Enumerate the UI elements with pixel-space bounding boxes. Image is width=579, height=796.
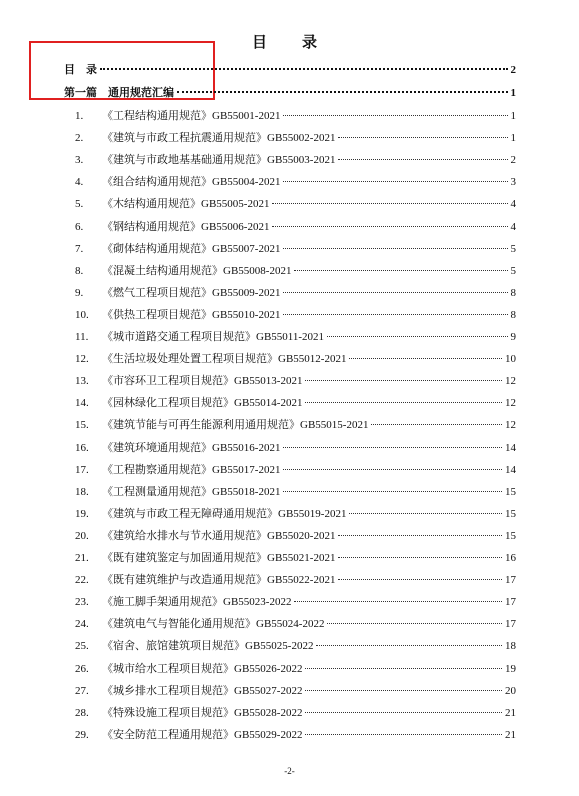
toc-page: 1	[510, 87, 516, 99]
toc-entry-number: 20.	[75, 529, 89, 542]
dot-leader	[177, 91, 508, 93]
toc-entry-title: 《建筑与市政地基基础通用规范》GB55003-2021	[102, 154, 336, 167]
dot-leader	[305, 380, 502, 381]
toc-entry[interactable]	[75, 220, 516, 234]
toc-entry-page: 14	[505, 463, 516, 476]
toc-entry-number: 4.	[75, 176, 84, 189]
toc-entry-title: 《城乡排水工程项目规范》GB55027-2022	[102, 684, 303, 697]
toc-entry-title: 《生活垃圾处理处置工程项目规范》GB55012-2021	[102, 353, 347, 366]
toc-row-contents[interactable]	[64, 63, 516, 77]
toc-entry-title: 《市容环卫工程项目规范》GB55013-2021	[102, 375, 303, 388]
toc-entry-title: 《工程勘察通用规范》GB55017-2021	[102, 463, 281, 476]
toc-entry-title: 《组合结构通用规范》GB55004-2021	[102, 176, 281, 189]
toc-entry-title: 《城市道路交通工程项目规范》GB55011-2021	[102, 331, 325, 343]
toc-entry-page: 14	[505, 441, 516, 454]
toc-entry[interactable]	[75, 396, 516, 410]
toc-entry-page: 8	[510, 286, 516, 299]
toc-entry-page: 17	[505, 618, 516, 631]
toc-entry-page: 12	[505, 419, 516, 432]
toc-entry-page: 21	[505, 728, 516, 741]
dot-leader	[283, 314, 507, 315]
page-number: -2-	[284, 766, 295, 776]
toc-entry-title: 《钢结构通用规范》GB55006-2021	[102, 220, 270, 233]
dot-leader	[283, 491, 502, 492]
toc-entry-number: 22.	[75, 574, 89, 587]
toc-entry-page: 19	[505, 662, 516, 675]
toc-entry[interactable]	[75, 706, 516, 720]
toc-entry-page: 16	[505, 552, 516, 564]
toc-entry-page: 17	[505, 596, 516, 609]
toc-entry-title: 《砌体结构通用规范》GB55007-2021	[102, 242, 281, 255]
toc-entry-page: 1	[510, 110, 516, 122]
toc-entry-page: 18	[505, 640, 516, 653]
toc-entry-number: 25.	[75, 640, 89, 653]
dot-leader	[371, 424, 502, 425]
toc-entry-title: 《工程结构通用规范》GB55001-2021	[102, 110, 281, 122]
dot-leader	[294, 601, 502, 602]
toc-row-part-one[interactable]	[64, 86, 516, 100]
toc-entry-page: 21	[505, 706, 516, 719]
toc-entry[interactable]	[75, 286, 516, 300]
toc-entry-number: 5.	[75, 198, 84, 211]
toc-entry-number: 11.	[75, 331, 89, 343]
toc-entry-title: 《城市给水工程项目规范》GB55026-2022	[102, 662, 303, 675]
dot-leader	[327, 623, 502, 624]
toc-entry-number: 10.	[75, 308, 89, 321]
dot-leader	[283, 292, 507, 293]
toc-entry[interactable]	[75, 463, 516, 477]
toc-entry-page: 2	[510, 154, 516, 167]
dot-leader	[272, 226, 507, 227]
page-title: 目 录	[251, 35, 327, 51]
toc-entry-number: 21.	[75, 552, 89, 564]
dot-leader	[316, 645, 502, 646]
toc-entry-title: 《特殊设施工程项目规范》GB55028-2022	[102, 706, 303, 719]
toc-entry[interactable]	[75, 617, 516, 631]
toc-entry[interactable]	[75, 573, 516, 587]
toc-entry[interactable]	[75, 728, 516, 742]
toc-entry-number: 9.	[75, 286, 84, 299]
toc-entry-number: 6.	[75, 220, 84, 233]
dot-leader	[272, 203, 507, 204]
toc-entry[interactable]	[75, 175, 516, 189]
toc-entry-number: 12.	[75, 353, 89, 366]
toc-entry-page: 15	[505, 485, 516, 498]
toc-entry-number: 8.	[75, 264, 84, 277]
dot-leader	[305, 712, 502, 713]
toc-entry-number: 19.	[75, 507, 89, 520]
toc-title: 第一篇 通用规范汇编	[64, 87, 174, 99]
toc-entry-page: 20	[505, 684, 516, 697]
dot-leader	[283, 248, 507, 249]
dot-leader	[100, 68, 508, 70]
toc-entry-number: 14.	[75, 397, 89, 410]
toc-entry-page: 5	[510, 264, 516, 277]
toc-entry[interactable]	[75, 684, 516, 698]
toc-entry-title: 《园林绿化工程项目规范》GB55014-2021	[102, 397, 303, 410]
toc-entry[interactable]	[75, 551, 516, 565]
toc-entry-page: 8	[510, 308, 516, 321]
toc-entry-title: 《建筑给水排水与节水通用规范》GB55020-2021	[102, 529, 336, 542]
toc-entry[interactable]	[75, 485, 516, 499]
toc-entry[interactable]	[75, 529, 516, 543]
dot-leader	[283, 115, 507, 116]
toc-entry-number: 23.	[75, 596, 89, 609]
toc-entry-page: 10	[505, 353, 516, 366]
dot-leader	[305, 668, 502, 669]
toc-entry-title: 《燃气工程项目规范》GB55009-2021	[102, 286, 281, 299]
dot-leader	[283, 469, 502, 470]
dot-leader	[338, 557, 502, 558]
toc-entry-page: 12	[505, 375, 516, 388]
dot-leader	[283, 447, 502, 448]
toc-entry-number: 24.	[75, 618, 89, 631]
toc-entry-title: 《宿舍、旅馆建筑项目规范》GB55025-2022	[102, 640, 314, 653]
toc-entry[interactable]	[75, 441, 516, 455]
toc-page: 2	[510, 64, 516, 76]
toc-entry-title: 《既有建筑鉴定与加固通用规范》GB55021-2021	[102, 552, 336, 564]
toc-entry-page: 4	[510, 198, 516, 211]
dot-leader	[305, 402, 502, 403]
toc-entry-number: 13.	[75, 375, 89, 388]
dot-leader	[349, 358, 502, 359]
toc-entry[interactable]	[75, 109, 516, 123]
toc-entry-title: 《施工脚手架通用规范》GB55023-2022	[102, 596, 292, 609]
toc-entry-page: 1	[510, 132, 516, 145]
toc-entry-title: 《工程测量通用规范》GB55018-2021	[102, 485, 281, 498]
toc-entry-title: 《既有建筑维护与改造通用规范》GB55022-2021	[102, 574, 336, 587]
toc-entry-number: 27.	[75, 684, 89, 697]
toc-entry-page: 17	[505, 574, 516, 587]
dot-leader	[327, 336, 507, 337]
toc-entry-page: 4	[510, 220, 516, 233]
toc-entry-page: 9	[510, 331, 516, 343]
dot-leader	[305, 734, 502, 735]
toc-entry-number: 17.	[75, 463, 89, 476]
toc-entry-page: 3	[510, 176, 516, 189]
toc-entry-title: 《安全防范工程通用规范》GB55029-2022	[102, 728, 303, 741]
toc-entry-number: 28.	[75, 706, 89, 719]
dot-leader	[283, 181, 507, 182]
toc-entry[interactable]	[75, 352, 516, 366]
toc-entry[interactable]	[75, 242, 516, 256]
toc-entry-number: 2.	[75, 132, 84, 145]
toc-entry[interactable]	[75, 264, 516, 278]
toc-entry-number: 18.	[75, 485, 89, 498]
toc-entry[interactable]	[75, 374, 516, 388]
toc-entry-number: 15.	[75, 419, 89, 432]
toc-entry-number: 3.	[75, 154, 84, 167]
toc-entry[interactable]	[75, 308, 516, 322]
dot-leader	[338, 137, 507, 138]
toc-title: 目 录	[64, 64, 97, 76]
dot-leader	[349, 513, 502, 514]
dot-leader	[338, 535, 502, 536]
toc-entry[interactable]	[75, 418, 516, 432]
toc-entry-number: 29.	[75, 728, 89, 741]
toc-entry-number: 16.	[75, 441, 89, 454]
toc-entry-title: 《建筑环境通用规范》GB55016-2021	[102, 441, 281, 454]
dot-leader	[338, 579, 502, 580]
toc-entry-title: 《建筑电气与智能化通用规范》GB55024-2022	[102, 618, 325, 631]
toc-entry-page: 12	[505, 397, 516, 410]
toc-entry[interactable]	[75, 662, 516, 676]
toc-entry-page: 15	[505, 507, 516, 520]
toc-entry[interactable]	[75, 330, 516, 344]
toc-entry-title: 《建筑节能与可再生能源利用通用规范》GB55015-2021	[102, 419, 369, 432]
dot-leader	[294, 270, 507, 271]
toc-entry-title: 《混凝土结构通用规范》GB55008-2021	[102, 264, 292, 277]
dot-leader	[305, 690, 502, 691]
toc-entry[interactable]	[75, 197, 516, 211]
toc-entry[interactable]	[75, 131, 516, 145]
toc-entry-number: 7.	[75, 242, 84, 255]
toc-entry-number: 26.	[75, 662, 89, 675]
toc-entry[interactable]	[75, 153, 516, 167]
toc-entry[interactable]	[75, 639, 516, 653]
toc-entry[interactable]	[75, 595, 516, 609]
toc-entry-page: 15	[505, 529, 516, 542]
toc-entry-page: 5	[510, 242, 516, 255]
toc-entry[interactable]	[75, 507, 516, 521]
toc-entry-title: 《木结构通用规范》GB55005-2021	[102, 198, 270, 211]
toc-entry-title: 《供热工程项目规范》GB55010-2021	[102, 308, 281, 321]
toc-entry-title: 《建筑与市政工程抗震通用规范》GB55002-2021	[102, 132, 336, 145]
toc-entry-number: 1.	[75, 110, 84, 122]
toc-entry-title: 《建筑与市政工程无障碍通用规范》GB55019-2021	[102, 507, 347, 520]
dot-leader	[338, 159, 507, 160]
